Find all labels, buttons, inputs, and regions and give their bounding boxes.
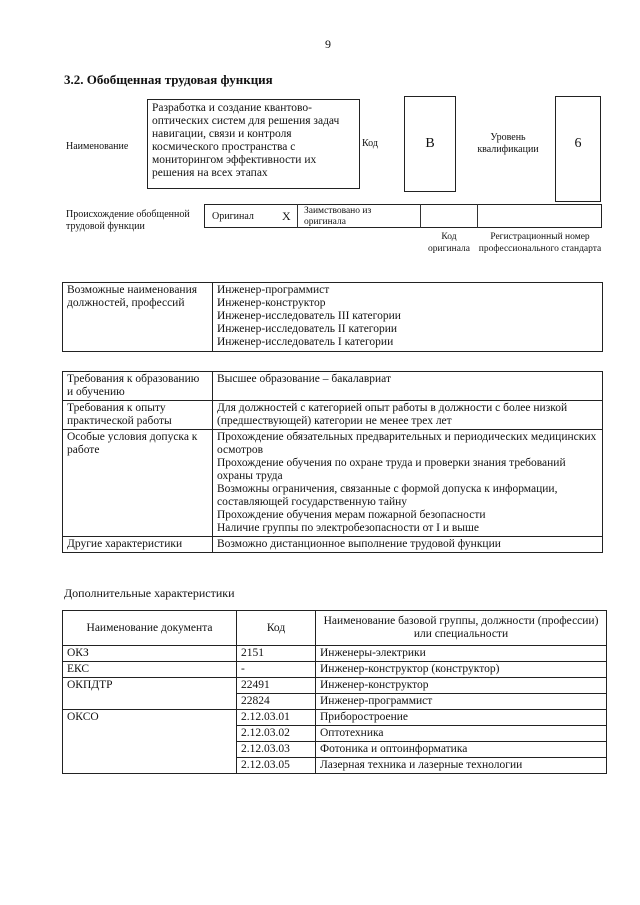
requirement-label: Другие характеристики [67,538,183,550]
positions-values-cell [213,283,603,352]
code-cell: - [237,662,316,678]
position-item: Инженер-исследователь II категории [217,323,398,335]
requirement-value: Возможны ограничения, связанные с формой допуска к информации, составляющей государственную тайну [217,483,558,508]
header-document: Наименование документа [86,621,213,634]
requirement-value-cell [213,430,603,537]
requirement-label: Требования к образованию и обучению [67,373,200,398]
page-number: 9 [325,37,331,51]
requirement-value: Прохождение обязательных предварительных и периодических медицинских осмотров [217,431,597,456]
additional-title: Дополнительные характеристики [64,586,235,600]
code-cell: 2.12.03.03 [237,742,316,758]
code-value-box [404,96,456,192]
header-group: Наименование базовой группы, должности (профессии) или специальности [323,615,599,640]
group-cell: Лазерная техника и лазерные технологии [316,758,607,774]
name-value-box [147,99,360,189]
group-cell: Инженер-конструктор (конструктор) [316,662,607,678]
level-value: 6 [574,136,582,151]
section-title: 3.2. Обобщенная трудовая функция [64,72,273,87]
position-item: Инженер-программист [217,284,330,296]
doc-cell: ОКСО [63,710,237,774]
positions-table [62,282,603,352]
doc-cell: ЕКС [63,662,237,678]
positions-label-cell [63,283,213,352]
requirement-value: Возможно дистанционное выполнение трудовой функции [217,538,501,550]
table-row [63,678,607,694]
reg-number-label: Регистрационный номер профессионального стандарта [478,232,602,254]
code-cell: 22491 [237,678,316,694]
doc-cell: ОКЗ [63,646,237,662]
requirement-value-cell [213,537,603,553]
header-cell [63,611,237,646]
requirement-value: Прохождение обучения мерам пожарной безопасности [217,509,486,521]
positions-label: Возможные наименования должностей, профессий [67,284,198,309]
position-item: Инженер-конструктор [217,297,326,309]
borrowed-label: Заимствовано из оригинала [304,206,372,227]
original-label: Оригинал [212,211,254,222]
requirement-value: Наличие группы по электробезопасности от I и выше [217,522,479,534]
level-value-box [555,96,601,202]
group-cell: Приборостроение [316,710,607,726]
group-cell: Инженеры-электрики [316,646,607,662]
code-cell: 2151 [237,646,316,662]
level-label: Уровень квалификации [477,132,539,155]
requirement-label: Особые условия допуска к работе [67,431,198,456]
original-mark: X [282,209,291,223]
group-cell: Инженер-конструктор [316,678,607,694]
table-row [63,662,607,678]
code-cell: 2.12.03.01 [237,710,316,726]
requirement-label-cell [63,401,213,430]
requirement-value: Высшее образование – бакалавриат [217,373,391,385]
requirements-table [62,371,603,553]
code-label: Код [362,138,378,149]
requirement-value: Для должностей с категорией опыт работы в должности с более низкой (предшествующей) категории не менее трех лет [217,402,568,427]
requirement-label-cell [63,537,213,553]
requirement-label-cell [63,430,213,537]
code-cell: 2.12.03.02 [237,726,316,742]
group-cell: Фотоника и оптоинформатика [316,742,607,758]
table-row [63,646,607,662]
group-cell: Оптотехника [316,726,607,742]
name-label: Наименование [66,141,129,152]
position-item: Инженер-исследователь I категории [217,336,394,348]
header-cell [237,611,316,646]
requirement-value-cell [213,372,603,401]
requirement-label-cell [63,372,213,401]
doc-cell: ОКПДТР [63,678,237,710]
code-cell: 22824 [237,694,316,710]
name-value: Разработка и создание квантово-оптических систем для решения задач навигации, связи и контроля космического пространства с мониторингом эффективности их решения на всех этапах [152,102,340,179]
code-original-label: Код оригинала [428,232,470,254]
header-cell [316,611,607,646]
header-code: Код [266,621,286,634]
position-item: Инженер-исследователь III категории [217,310,401,322]
code-cell: 2.12.03.05 [237,758,316,774]
requirement-value: Прохождение обучения по охране труда и проверки знания требований охраны труда [217,457,566,482]
code-value: B [425,136,435,151]
table-row [63,710,607,726]
origin-label: Происхождение обобщенной трудовой функции [66,209,190,232]
group-cell: Инженер-программист [316,694,607,710]
requirement-label: Требования к опыту практической работы [67,402,172,427]
requirement-value-cell [213,401,603,430]
additional-table [62,610,607,774]
